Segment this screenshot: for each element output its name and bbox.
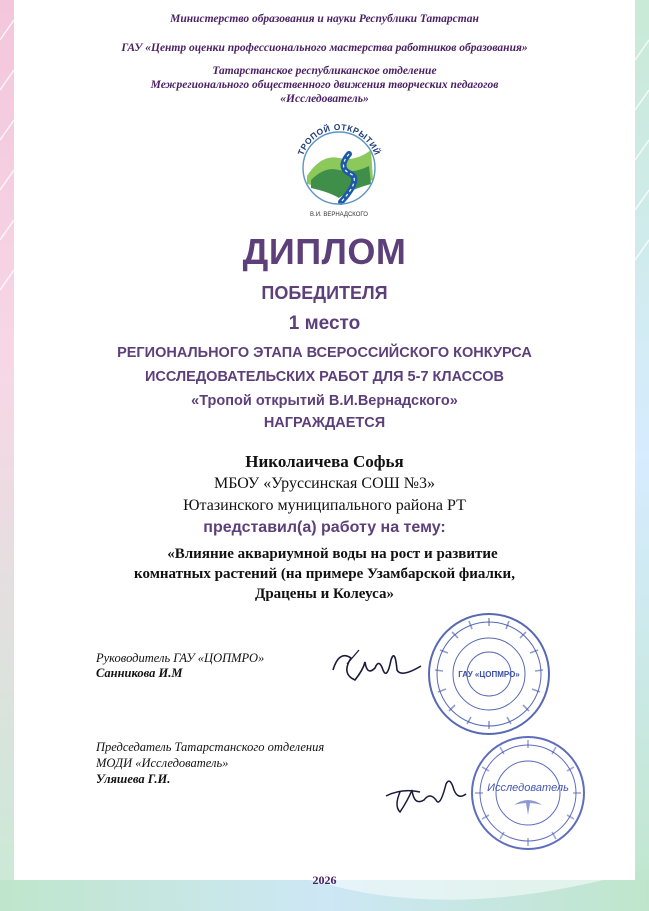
second-signatory-role-1: Председатель Татарстанского отделения bbox=[96, 740, 325, 754]
first-signature-icon bbox=[325, 640, 425, 695]
topic-line-2: комнатных растений (на примере Узамбарской фиалки, bbox=[134, 566, 515, 582]
diploma-subtitle: ПОБЕДИТЕЛЯ bbox=[261, 283, 388, 303]
stage-line-2: ИССЛЕДОВАТЕЛЬСКИХ РАБОТ ДЛЯ 5-7 КЛАССОВ bbox=[144, 369, 505, 385]
branch-line-1: Татарстанское республиканское отделение bbox=[212, 65, 437, 77]
branch-line-2: Межрегионального общественного движения творческих педагогов bbox=[150, 79, 499, 91]
center-line: ГАУ «Центр оценки профессионального мастерства работников образования» bbox=[121, 42, 528, 54]
river-globe-logo-icon bbox=[291, 110, 387, 222]
footer-year: 2026 bbox=[312, 873, 337, 887]
first-signatory-name: Санникова И.М bbox=[96, 666, 183, 680]
second-stamp-center-text: Исследователь bbox=[487, 782, 569, 794]
branch-line-3: «Исследователь» bbox=[280, 93, 369, 105]
second-signatory-name-wrap bbox=[96, 772, 170, 787]
recipient-name: Николаичева Софья bbox=[245, 452, 404, 471]
stage-line-1: РЕГИОНАЛЬНОГО ЭТАПА ВСЕРОССИЙСКОГО КОНКУРСА bbox=[117, 345, 532, 361]
first-stamp-center-text: ГАУ «ЦОПМРО» bbox=[458, 670, 520, 679]
diploma-title: ДИПЛОМ bbox=[242, 231, 407, 272]
presented-label: представил(а) работу на тему: bbox=[203, 519, 446, 536]
recipient-district: Ютазинского муниципального района РТ bbox=[183, 497, 466, 514]
second-stamp-icon bbox=[468, 733, 588, 853]
contest-name: «Тропой открытий В.И.Вернадского» bbox=[191, 393, 458, 409]
recipient-school: МБОУ «Уруссинская СОШ №3» bbox=[213, 475, 436, 492]
ministry-line: Министерство образования и науки Республики Татарстан bbox=[170, 13, 479, 25]
second-signature-icon bbox=[380, 770, 470, 820]
place-label: 1 место bbox=[288, 313, 361, 334]
logo-bottom-text: В.И. ВЕРНАДСКОГО bbox=[310, 212, 368, 218]
second-signatory-name: Уляшева Г.И. bbox=[96, 772, 171, 786]
first-stamp-icon bbox=[425, 610, 553, 738]
first-signatory-role: Руководитель ГАУ «ЦОПМРО» bbox=[96, 651, 265, 665]
second-signatory-role-2: МОДИ «Исследователь» bbox=[96, 756, 229, 770]
topic-line-1: «Влияние аквариумной воды на рост и развитие bbox=[167, 546, 498, 562]
awarded-label: НАГРАЖДАЕТСЯ bbox=[263, 415, 386, 431]
logo-arc-text: ТРОПОЙ ОТКРЫТИЙ bbox=[295, 121, 383, 157]
topic-line-3: Драцены и Колеуса» bbox=[255, 586, 394, 602]
first-signatory-name-wrap bbox=[96, 666, 182, 681]
